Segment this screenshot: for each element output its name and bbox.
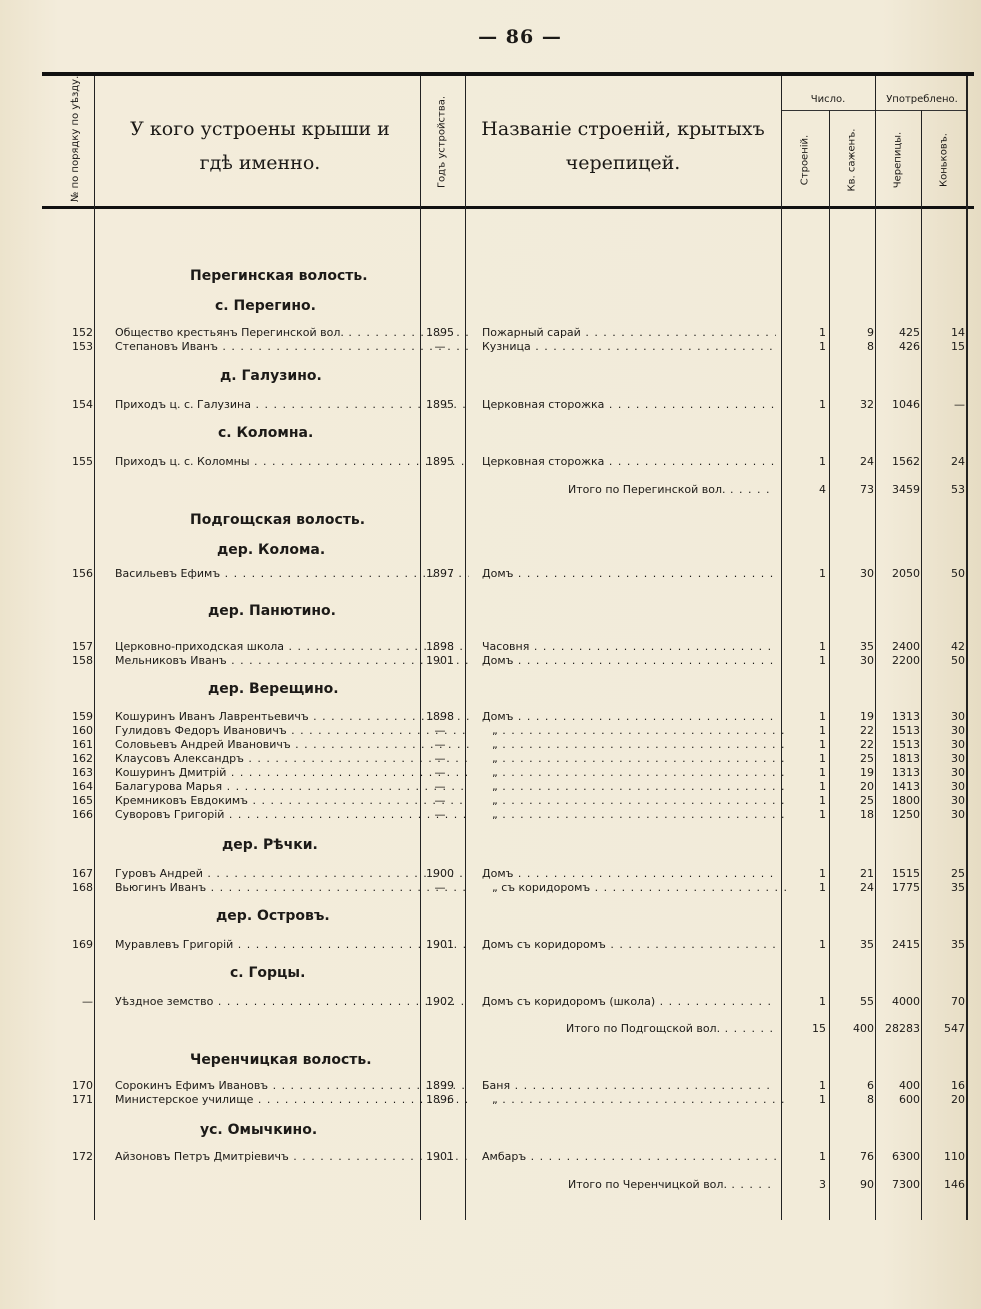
buildings-count: 1 xyxy=(819,738,826,751)
buildings-count: 1 xyxy=(819,1093,826,1106)
place-title: дер. Верещино. xyxy=(208,681,339,697)
year-cell: 1900 xyxy=(426,867,454,880)
sazhen-count: 21 xyxy=(860,867,874,880)
tiles-count: 2050 xyxy=(892,567,920,580)
header-col-sazhen: Кв. саженъ. xyxy=(846,128,858,192)
row-number: 152 xyxy=(72,326,93,339)
buildings-count: 1 xyxy=(819,794,826,807)
tiles-count: 1562 xyxy=(892,455,920,468)
buildings-count: 1 xyxy=(819,640,826,653)
owner-cell: Приходъ ц. с. Галузина . . . xyxy=(115,398,469,411)
ridges-count: 35 xyxy=(951,881,965,894)
buildings-count: 1 xyxy=(819,326,826,339)
buildings-count: 1 xyxy=(819,867,826,880)
building-cell: Церковная сторожка . . . xyxy=(482,398,776,411)
year-cell: — xyxy=(434,724,446,737)
year-cell: 1901 xyxy=(426,1150,454,1163)
building-cell: „ . . . xyxy=(482,752,786,765)
year-cell: — xyxy=(434,881,446,894)
sazhen-count: 35 xyxy=(860,640,874,653)
place-title: дер. Рѣчки. xyxy=(222,837,318,853)
header-col-year: Годъ устройства. xyxy=(436,95,448,189)
year-cell: 1897 xyxy=(426,567,454,580)
owner-cell: Степановъ Иванъ . . . xyxy=(115,340,469,353)
buildings-count: 1 xyxy=(819,724,826,737)
buildings-total: 3 xyxy=(819,1178,826,1191)
sazhen-count: 20 xyxy=(860,780,874,793)
row-number: 157 xyxy=(72,640,93,653)
buildings-count: 1 xyxy=(819,340,826,353)
section-title: Перегинская волость. xyxy=(190,268,368,284)
year-cell: 1896 xyxy=(426,1093,454,1106)
sazhen-count: 30 xyxy=(860,654,874,667)
buildings-count: 1 xyxy=(819,995,826,1008)
owner-cell: Гуровъ Андрей . . . xyxy=(115,867,469,880)
building-cell: „ . . . xyxy=(482,738,786,751)
row-number: 166 xyxy=(72,808,93,821)
header-col-tiles: Черепицы. xyxy=(892,131,904,189)
ridges-count: 20 xyxy=(951,1093,965,1106)
ridges-total: 146 xyxy=(944,1178,965,1191)
tiles-count: 426 xyxy=(899,340,920,353)
building-cell: Домъ . . . xyxy=(482,867,776,880)
buildings-count: 1 xyxy=(819,455,826,468)
tiles-count: 1250 xyxy=(892,808,920,821)
row-number: 154 xyxy=(72,398,93,411)
row-number: 169 xyxy=(72,938,93,951)
tiles-count: 1813 xyxy=(892,752,920,765)
owner-cell: Кошуринъ Иванъ Лаврентьевичъ . . . xyxy=(115,710,469,723)
ridges-count: 35 xyxy=(951,938,965,951)
year-cell: — xyxy=(434,738,446,751)
owner-cell: Суворовъ Григорій . . . xyxy=(115,808,469,821)
year-cell: 1898 xyxy=(426,640,454,653)
header-col-no: № по порядку по уѣзду. xyxy=(70,75,81,202)
owner-cell: Васильевъ Ефимъ . . . xyxy=(115,567,469,580)
ridges-count: 30 xyxy=(951,780,965,793)
sazhen-count: 8 xyxy=(867,340,874,353)
row-number: 161 xyxy=(72,738,93,751)
sazhen-count: 22 xyxy=(860,724,874,737)
year-cell: 1902 xyxy=(426,995,454,1008)
ridges-count: 30 xyxy=(951,808,965,821)
owner-cell: Сорокинъ Ефимъ Ивановъ . . . xyxy=(115,1079,469,1092)
building-cell: „ . . . xyxy=(482,808,786,821)
building-cell: Церковная сторожка . . . xyxy=(482,455,776,468)
tiles-count: 2415 xyxy=(892,938,920,951)
sazhen-count: 8 xyxy=(867,1093,874,1106)
owner-cell: Церковно-приходская школа . . . xyxy=(115,640,469,653)
year-cell: — xyxy=(434,780,446,793)
row-number: 156 xyxy=(72,567,93,580)
tiles-count: 4000 xyxy=(892,995,920,1008)
year-cell: — xyxy=(434,808,446,821)
buildings-count: 1 xyxy=(819,752,826,765)
ridges-count: 30 xyxy=(951,710,965,723)
owner-cell: Кошуринъ Дмитрій . . . xyxy=(115,766,469,779)
year-cell: 1895 xyxy=(426,398,454,411)
row-number: 171 xyxy=(72,1093,93,1106)
buildings-count: 1 xyxy=(819,710,826,723)
building-cell: Домъ . . . xyxy=(482,710,776,723)
sazhen-count: 35 xyxy=(860,938,874,951)
tiles-total: 7300 xyxy=(892,1178,920,1191)
building-cell: „ . . . xyxy=(482,794,786,807)
ridges-total: 547 xyxy=(944,1022,965,1035)
building-cell: Домъ съ коридоромъ . . . xyxy=(482,938,776,951)
place-title: дер. Колома. xyxy=(217,542,326,558)
col-line xyxy=(966,76,968,1220)
place-title: ус. Омычкино. xyxy=(200,1122,318,1138)
sazhen-count: 32 xyxy=(860,398,874,411)
header-group-count: Число. xyxy=(810,94,846,105)
col-line xyxy=(94,76,95,1220)
row-number: 165 xyxy=(72,794,93,807)
tiles-count: 1513 xyxy=(892,738,920,751)
owner-cell: Балагурова Марья . . . xyxy=(115,780,469,793)
year-cell: 1895 xyxy=(426,455,454,468)
section-title: Подгощская волость. xyxy=(190,512,366,528)
year-cell: — xyxy=(434,340,446,353)
header-col-building: Названіе строеній, крытыхъ черепицей. xyxy=(481,118,765,174)
owner-cell: Приходъ ц. с. Коломны . . . xyxy=(115,455,469,468)
sazhen-total: 73 xyxy=(860,483,874,496)
header-bottom-rule xyxy=(42,206,974,209)
page-number: — 86 — xyxy=(478,26,562,48)
tiles-count: 1313 xyxy=(892,710,920,723)
sazhen-count: 19 xyxy=(860,710,874,723)
tiles-count: 1800 xyxy=(892,794,920,807)
tiles-count: 1413 xyxy=(892,780,920,793)
ridges-count: 30 xyxy=(951,724,965,737)
buildings-count: 1 xyxy=(819,780,826,793)
tiles-count: 400 xyxy=(899,1079,920,1092)
sazhen-count: 30 xyxy=(860,567,874,580)
building-cell: Кузница . . . xyxy=(482,340,776,353)
tiles-count: 1775 xyxy=(892,881,920,894)
sazhen-count: 19 xyxy=(860,766,874,779)
building-cell: Баня . . . xyxy=(482,1079,776,1092)
tiles-count: 1313 xyxy=(892,766,920,779)
tiles-count: 6300 xyxy=(892,1150,920,1163)
buildings-count: 1 xyxy=(819,881,826,894)
row-number: — xyxy=(82,995,93,1008)
ridges-count: 25 xyxy=(951,867,965,880)
building-cell: „ . . . xyxy=(482,780,786,793)
owner-cell: Министерское училище . . . xyxy=(115,1093,469,1106)
buildings-count: 1 xyxy=(819,398,826,411)
year-cell: — xyxy=(434,766,446,779)
buildings-total: 15 xyxy=(812,1022,826,1035)
owner-cell: Айзоновъ Петръ Дмитріевичъ . . . xyxy=(115,1150,469,1163)
header-col-buildings: Строеній. xyxy=(799,134,811,186)
row-number: 172 xyxy=(72,1150,93,1163)
sazhen-count: 9 xyxy=(867,326,874,339)
tiles-total: 3459 xyxy=(892,483,920,496)
sazhen-total: 90 xyxy=(860,1178,874,1191)
owner-cell: Гулидовъ Федоръ Ивановичъ . . . xyxy=(115,724,469,737)
place-title: дер. Панютино. xyxy=(208,603,336,619)
building-cell: Домъ съ коридоромъ (школа) . . . xyxy=(482,995,776,1008)
tiles-total: 28283 xyxy=(885,1022,920,1035)
sazhen-count: 25 xyxy=(860,752,874,765)
row-number: 153 xyxy=(72,340,93,353)
total-label: Итого по Перегинской вол. . . . xyxy=(568,483,776,496)
year-cell: 1901 xyxy=(426,938,454,951)
owner-cell: Уѣздное земство . . . xyxy=(115,995,469,1008)
building-cell: „ . . . xyxy=(482,1093,786,1106)
ridges-count: 42 xyxy=(951,640,965,653)
row-number: 168 xyxy=(72,881,93,894)
ridges-count: 70 xyxy=(951,995,965,1008)
row-number: 167 xyxy=(72,867,93,880)
year-cell: 1898 xyxy=(426,710,454,723)
sazhen-count: 76 xyxy=(860,1150,874,1163)
year-cell: 1895 xyxy=(426,326,454,339)
sazhen-count: 24 xyxy=(860,455,874,468)
place-title: д. Галузино. xyxy=(220,368,322,384)
owner-cell: Кремниковъ Евдокимъ . . . xyxy=(115,794,469,807)
owner-cell: Клаусовъ Александръ . . . xyxy=(115,752,469,765)
sazhen-count: 6 xyxy=(867,1079,874,1092)
ridges-count: 50 xyxy=(951,567,965,580)
sazhen-count: 18 xyxy=(860,808,874,821)
building-cell: „ съ коридоромъ . . . xyxy=(482,881,786,894)
owner-cell: Соловьевъ Андрей Ивановичъ . . . xyxy=(115,738,469,751)
ridges-count: — xyxy=(954,398,965,411)
buildings-count: 1 xyxy=(819,1079,826,1092)
header-group-used: Употреблено. xyxy=(886,94,958,105)
header-col-ridges: Коньковъ. xyxy=(938,133,950,187)
ridges-count: 30 xyxy=(951,766,965,779)
total-label: Итого по Черенчицкой вол. . . . xyxy=(568,1178,776,1191)
group-rule xyxy=(781,110,967,111)
place-title: с. Коломна. xyxy=(218,425,314,441)
year-cell: — xyxy=(434,794,446,807)
buildings-count: 1 xyxy=(819,1150,826,1163)
ridges-count: 110 xyxy=(944,1150,965,1163)
ridges-count: 30 xyxy=(951,752,965,765)
owner-cell: Общество крестьянъ Перегинской вол. . . . xyxy=(115,326,469,339)
header-col-owner: У кого устроены крыши и гдѣ именно. xyxy=(130,118,390,174)
row-number: 163 xyxy=(72,766,93,779)
tiles-count: 2400 xyxy=(892,640,920,653)
owner-cell: Мельниковъ Иванъ . . . xyxy=(115,654,469,667)
ridges-count: 15 xyxy=(951,340,965,353)
owner-cell: Муравлевъ Григорій . . . xyxy=(115,938,469,951)
row-number: 170 xyxy=(72,1079,93,1092)
building-cell: Часовня . . . xyxy=(482,640,776,653)
buildings-count: 1 xyxy=(819,938,826,951)
place-title: с. Горцы. xyxy=(230,965,306,981)
row-number: 162 xyxy=(72,752,93,765)
section-title: Черенчицкая волость. xyxy=(190,1052,372,1068)
place-title: дер. Островъ. xyxy=(216,908,330,924)
row-number: 155 xyxy=(72,455,93,468)
year-cell: 1901 xyxy=(426,654,454,667)
sazhen-count: 25 xyxy=(860,794,874,807)
row-number: 159 xyxy=(72,710,93,723)
row-number: 158 xyxy=(72,654,93,667)
building-cell: „ . . . xyxy=(482,724,786,737)
building-cell: Амбаръ . . . xyxy=(482,1150,776,1163)
tiles-count: 2200 xyxy=(892,654,920,667)
row-number: 160 xyxy=(72,724,93,737)
year-cell: — xyxy=(434,752,446,765)
tiles-count: 1046 xyxy=(892,398,920,411)
buildings-count: 1 xyxy=(819,808,826,821)
place-title: с. Перегино. xyxy=(215,298,316,314)
buildings-count: 1 xyxy=(819,654,826,667)
tiles-count: 600 xyxy=(899,1093,920,1106)
ridges-count: 16 xyxy=(951,1079,965,1092)
ridges-total: 53 xyxy=(951,483,965,496)
sazhen-count: 55 xyxy=(860,995,874,1008)
tiles-count: 1513 xyxy=(892,724,920,737)
ridges-count: 30 xyxy=(951,794,965,807)
top-rule xyxy=(42,72,974,76)
ridges-count: 14 xyxy=(951,326,965,339)
year-cell: 1899 xyxy=(426,1079,454,1092)
building-cell: Пожарный сарай . . . xyxy=(482,326,776,339)
buildings-total: 4 xyxy=(819,483,826,496)
tiles-count: 1515 xyxy=(892,867,920,880)
buildings-count: 1 xyxy=(819,766,826,779)
building-cell: „ . . . xyxy=(482,766,786,779)
buildings-count: 1 xyxy=(819,567,826,580)
building-cell: Домъ . . . xyxy=(482,567,776,580)
ridges-count: 24 xyxy=(951,455,965,468)
sazhen-count: 24 xyxy=(860,881,874,894)
owner-cell: Вьюгинъ Иванъ . . . xyxy=(115,881,469,894)
row-number: 164 xyxy=(72,780,93,793)
tiles-count: 425 xyxy=(899,326,920,339)
sazhen-count: 22 xyxy=(860,738,874,751)
total-label: Итого по Подгощской вол. . . . xyxy=(566,1022,776,1035)
ridges-count: 30 xyxy=(951,738,965,751)
sazhen-total: 400 xyxy=(853,1022,874,1035)
ridges-count: 50 xyxy=(951,654,965,667)
building-cell: Домъ . . . xyxy=(482,654,776,667)
